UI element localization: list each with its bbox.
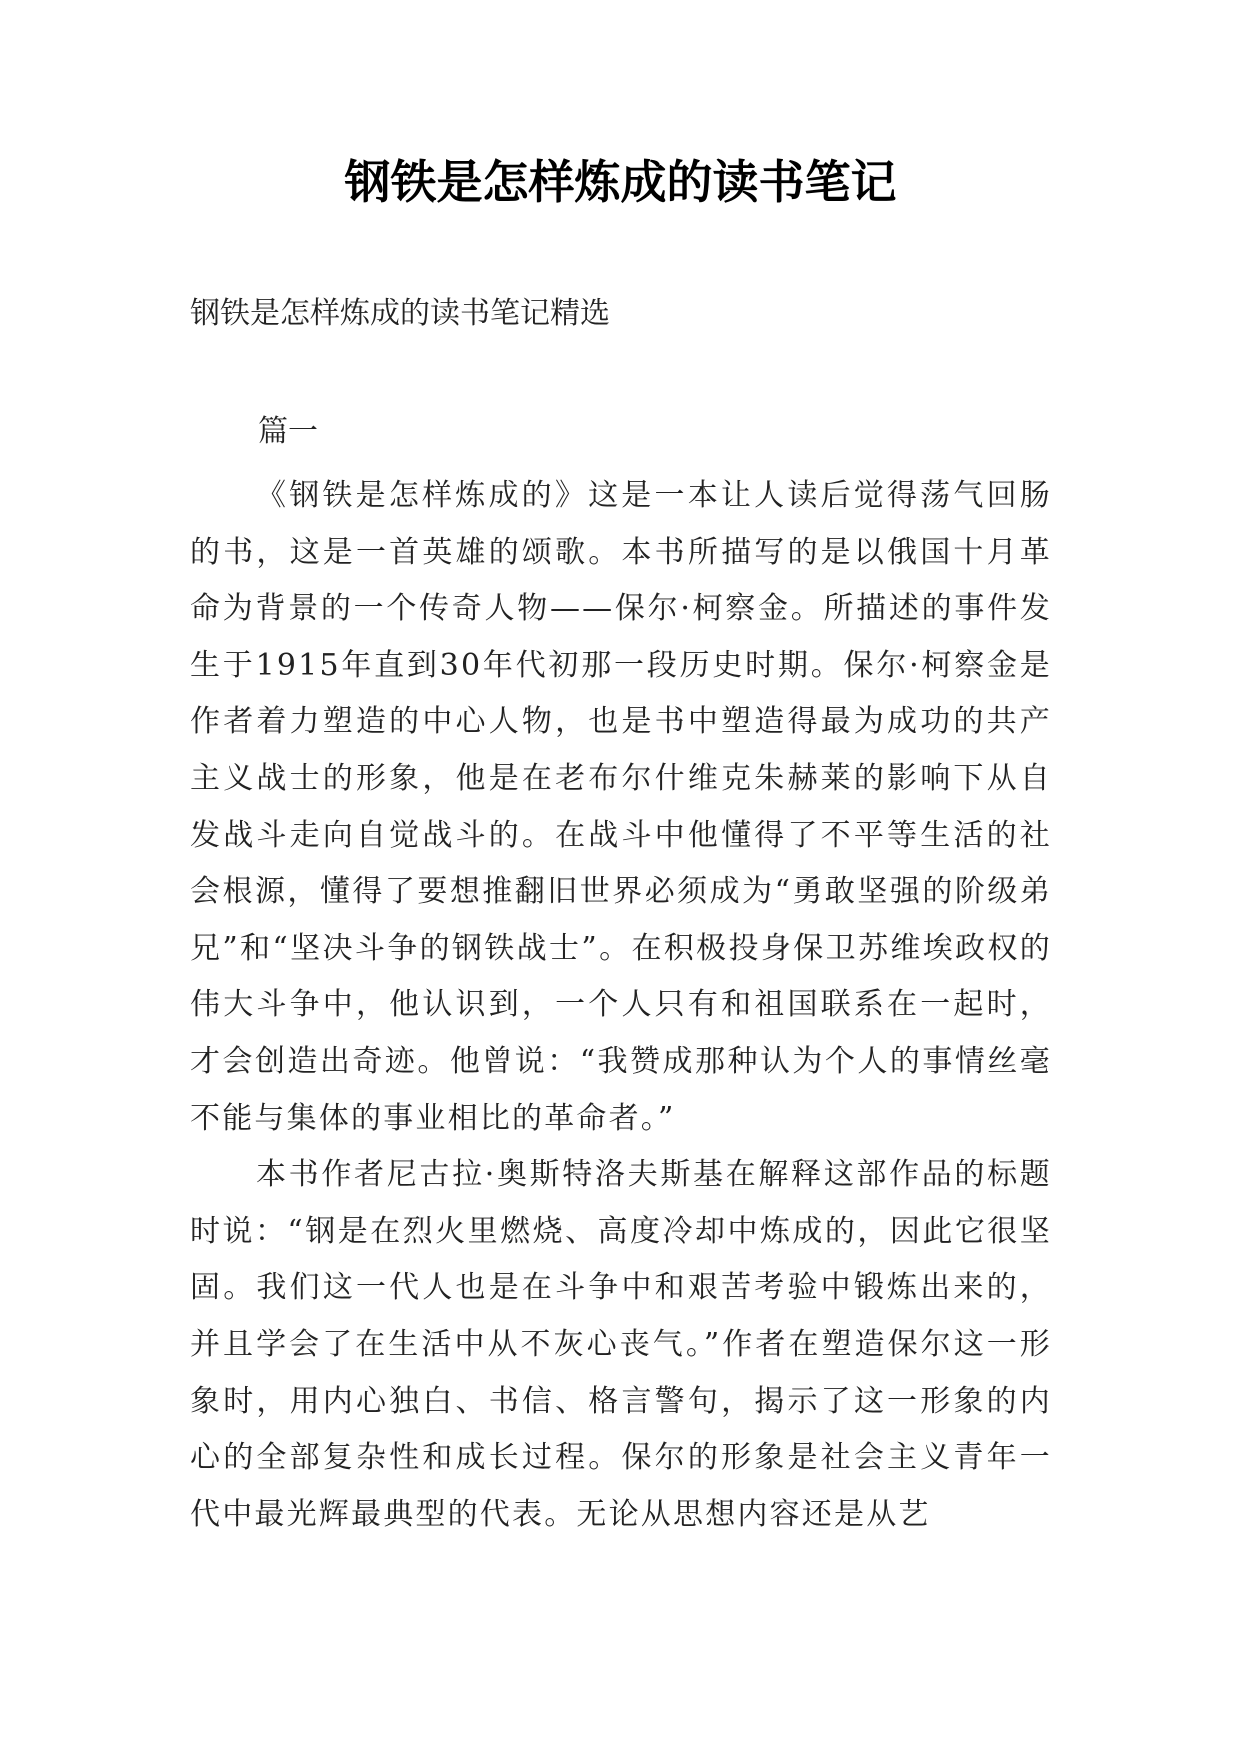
document-title: 钢铁是怎样炼成的读书笔记 [344, 155, 897, 209]
section-label: 篇一 [258, 414, 318, 449]
paragraph: 本书作者尼古拉·奥斯特洛夫斯基在解释这部作品的标题时说：“钢是在烈火里燃烧、高度冷却中炼成的，因此它很坚固。我们这一代人也是在斗争中和艰苦考验中锻炼出来的，并且学会了在生活中从不灰心丧气。”作者在塑造保尔这一形象时，用内心独白、书信、格言警句，揭示了这一形象的内心的全部复杂性和成长过程。保尔的形象是社会主义青年一代中最光辉最典型的代表。无论从思想内容还是从艺 [190, 1157, 1052, 1532]
paragraph: 《钢铁是怎样炼成的》这是一本让人读后觉得荡气回肠的书，这是一首英雄的颂歌。本书所描写的是以俄国十月革命为背景的一个传奇人物——保尔·柯察金。所描述的事件发生于1915年直到30年代初那一段历史时期。保尔·柯察金是作者着力塑造的中心人物，也是书中塑造得最为成功的共产主义战士的形象，他是在老布尔什维克朱赫莱的影响下从自发战斗走向自觉战斗的。在战斗中他懂得了不平等生活的社会根源，懂得了要想推翻旧世界必须成为“勇敢坚强的阶级弟兄”和“坚决斗争的钢铁战士”。在积极投身保卫苏维埃政权的伟大斗争中，他认识到，一个人只有和祖国联系在一起时，才会创造出奇迹。他曾说：“我赞成那种认为个人的事情丝毫不能与集体的事业相比的革命者。” [190, 478, 1052, 1136]
body-text [190, 468, 1052, 1543]
document-subtitle: 钢铁是怎样炼成的读书笔记精选 [190, 296, 610, 331]
